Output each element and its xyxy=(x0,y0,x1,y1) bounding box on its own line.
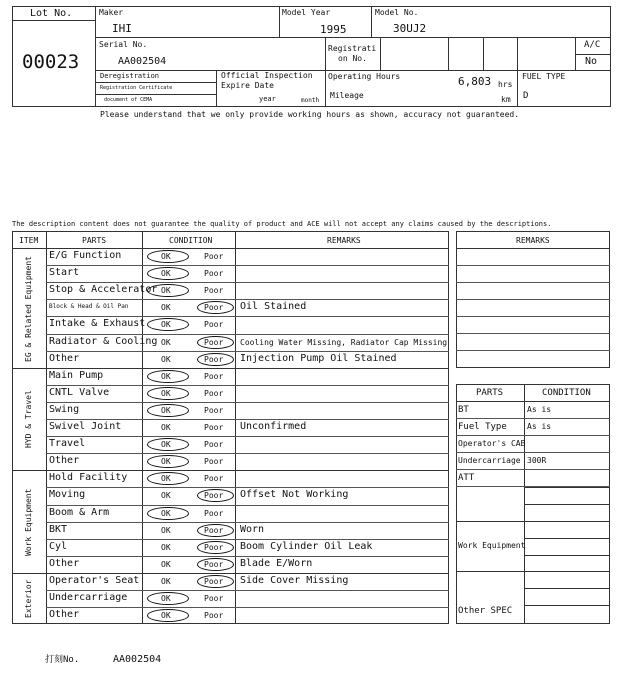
poor-option: Poor xyxy=(204,457,224,467)
table-row xyxy=(46,470,449,487)
right-condition-value: 300R xyxy=(527,456,547,465)
poor-option: Poor xyxy=(204,320,224,330)
table-row xyxy=(46,453,449,470)
registration-label: Registrati xyxy=(328,44,377,53)
table-row xyxy=(46,419,449,436)
ok-option: OK xyxy=(161,508,171,518)
ok-circle-mark xyxy=(147,507,189,520)
poor-circle-mark xyxy=(197,541,234,554)
poor-option: Poor xyxy=(204,576,224,586)
serial-no-label: Serial No. xyxy=(99,40,148,49)
remark-text: Worn xyxy=(240,523,265,535)
part-name: Main Pump xyxy=(49,369,104,381)
lot-no-value: 00023 xyxy=(22,51,80,73)
ok-option: OK xyxy=(161,320,171,330)
poor-option: Poor xyxy=(204,594,224,603)
ok-circle-mark xyxy=(147,592,189,605)
poor-option: Poor xyxy=(204,337,224,347)
deregistration-label: Deregistration xyxy=(100,72,160,80)
poor-option: Poor xyxy=(204,354,224,364)
inspection-label-2: Expire Date xyxy=(221,81,274,90)
ok-option: OK xyxy=(161,286,171,296)
part-name: Stop & Accelerator xyxy=(49,284,158,296)
poor-circle-mark xyxy=(197,353,234,366)
ok-circle-mark xyxy=(147,438,189,451)
ok-circle-mark xyxy=(147,318,189,331)
hrs-label: hrs xyxy=(498,80,513,89)
table-row xyxy=(46,351,449,368)
table-row xyxy=(46,522,449,539)
remark-text: Side Cover Missing xyxy=(240,574,349,586)
part-name: Hold Facility xyxy=(49,472,128,484)
stamp-no-label: 打刻No. xyxy=(45,655,80,665)
operating-hours-label: Operating Hours xyxy=(328,72,401,81)
poor-option: Poor xyxy=(204,371,224,381)
fuel-type-value: D xyxy=(523,91,529,101)
table-row xyxy=(46,385,449,402)
poor-circle-mark xyxy=(197,524,234,537)
poor-circle-mark xyxy=(197,301,234,314)
ok-circle-mark xyxy=(147,250,189,263)
poor-circle-mark xyxy=(197,336,234,349)
part-name: Other xyxy=(49,557,80,569)
poor-option: Poor xyxy=(204,474,224,484)
part-name: Start xyxy=(49,267,80,279)
disclaimer-text: The description content does not guarantee the quality of product and ACE will not accept any claims caused by the descriptions. xyxy=(12,220,552,228)
poor-option: Poor xyxy=(204,525,224,535)
part-name: E/G Function xyxy=(49,250,122,261)
ok-circle-mark xyxy=(147,284,189,297)
ok-circle-mark xyxy=(147,472,189,485)
right-condition-value: As is xyxy=(527,405,552,414)
serial-no-value: AA002504 xyxy=(118,56,167,67)
table-row xyxy=(46,505,449,522)
ok-option: OK xyxy=(161,371,171,381)
part-name: Other xyxy=(49,609,80,621)
model-no-value: 30UJ2 xyxy=(393,22,427,35)
ok-option: OK xyxy=(161,423,171,432)
header-frame xyxy=(12,6,611,107)
ok-option: OK xyxy=(161,388,171,398)
remark-text: Cooling Water Missing, Radiator Cap Missing xyxy=(240,337,448,347)
part-name: CNTL Valve xyxy=(49,386,110,398)
right-part-name: BT xyxy=(458,405,469,415)
ac-value: No xyxy=(585,56,598,67)
part-name: Operator's Seat xyxy=(49,574,140,586)
remarks-header: REMARKS xyxy=(327,236,361,245)
operating-hours-value: 6,803 xyxy=(458,75,492,88)
poor-option: Poor xyxy=(204,508,224,518)
table-row xyxy=(46,607,449,624)
table-row xyxy=(46,282,449,299)
right-part-name: Operator's CAB xyxy=(458,439,526,448)
ok-option: OK xyxy=(161,405,171,415)
ok-option: OK xyxy=(161,440,171,450)
right-condition-header: CONDITION xyxy=(542,388,591,398)
section-label: Work Equipment xyxy=(24,488,33,556)
hours-note: Please understand that we only provide working hours as shown, accuracy not guaranteed. xyxy=(100,110,520,119)
poor-option: Poor xyxy=(204,491,224,501)
table-row xyxy=(46,573,449,590)
part-name: Radiator & Cooling xyxy=(49,335,158,347)
poor-option: Poor xyxy=(204,286,224,296)
model-no-label: Model No. xyxy=(375,8,419,17)
ok-circle-mark xyxy=(147,387,189,400)
ok-option: OK xyxy=(161,354,171,364)
table-row xyxy=(46,368,449,385)
table-row xyxy=(46,556,449,573)
part-name: Other xyxy=(49,352,80,364)
ok-option: OK xyxy=(161,559,171,569)
ok-option: OK xyxy=(161,303,171,313)
poor-option: Poor xyxy=(204,269,224,279)
part-name: Intake & Exhaust xyxy=(49,318,146,330)
maker-label: Maker xyxy=(99,8,124,17)
maker-value: IHI xyxy=(112,22,132,35)
section-label: Exterior xyxy=(24,579,33,619)
ok-option: OK xyxy=(161,269,171,279)
lot-no-label: Lot No. xyxy=(30,8,73,19)
table-row xyxy=(46,436,449,453)
parts-header: PARTS xyxy=(82,236,107,245)
right-remarks-header: REMARKS xyxy=(516,236,550,245)
ok-option: OK xyxy=(161,611,171,621)
remark-text: Boom Cylinder Oil Leak xyxy=(240,540,373,552)
poor-option: Poor xyxy=(204,542,224,552)
ok-option: OK xyxy=(161,252,171,261)
condition-header: CONDITION xyxy=(169,236,213,245)
table-row xyxy=(46,265,449,282)
section-label: HYD & Travel xyxy=(24,390,33,449)
ok-option: OK xyxy=(161,542,171,552)
poor-option: Poor xyxy=(204,423,224,432)
part-name: Undercarriage xyxy=(49,592,128,603)
table-row xyxy=(46,334,449,351)
model-year-value: 1995 xyxy=(320,23,347,36)
reg-certificate-label: Registration Certificate xyxy=(100,85,173,91)
cema-label: document of CEMA xyxy=(104,97,153,103)
poor-option: Poor xyxy=(204,388,224,398)
ok-circle-mark xyxy=(147,455,189,468)
part-name: Other xyxy=(49,455,80,467)
remark-text: Unconfirmed xyxy=(240,421,307,432)
ok-option: OK xyxy=(161,474,171,484)
remark-text: Injection Pump Oil Stained xyxy=(240,352,397,364)
year-label: year xyxy=(259,95,276,103)
table-row xyxy=(46,487,449,504)
poor-circle-mark xyxy=(197,489,234,502)
ok-option: OK xyxy=(161,576,171,586)
fuel-type-label: FUEL TYPE xyxy=(522,72,566,81)
part-name: Moving xyxy=(49,489,86,501)
ok-option: OK xyxy=(161,457,171,467)
part-name: Boom & Arm xyxy=(49,506,110,518)
poor-option: Poor xyxy=(204,252,224,261)
ac-label: A/C xyxy=(584,40,601,50)
ok-circle-mark xyxy=(147,267,189,280)
poor-option: Poor xyxy=(204,440,224,450)
remark-text: Oil Stained xyxy=(240,301,307,313)
stamp-no-value: AA002504 xyxy=(113,654,162,665)
registration-label-2: on No. xyxy=(338,54,367,63)
table-row xyxy=(46,248,449,265)
table-row xyxy=(46,590,449,607)
poor-option: Poor xyxy=(204,611,224,621)
ok-option: OK xyxy=(161,337,171,347)
table-row xyxy=(46,539,449,556)
part-name: Travel xyxy=(49,438,86,450)
remark-text: Blade E/Worn xyxy=(240,557,313,569)
table-row xyxy=(46,402,449,419)
ok-option: OK xyxy=(161,594,171,603)
ok-option: OK xyxy=(161,525,171,535)
poor-circle-mark xyxy=(197,575,234,588)
part-name: Cyl xyxy=(49,540,68,552)
right-part-name: Fuel Type xyxy=(458,422,507,432)
table-row xyxy=(46,299,449,316)
poor-option: Poor xyxy=(204,303,224,313)
ok-circle-mark xyxy=(147,609,189,622)
ok-circle-mark xyxy=(147,370,189,383)
mileage-label: Mileage xyxy=(330,91,364,100)
item-header: ITEM xyxy=(19,236,39,245)
poor-option: Poor xyxy=(204,559,224,569)
right-part-name: ATT xyxy=(458,473,475,483)
poor-circle-mark xyxy=(197,558,234,571)
part-name: Swing xyxy=(49,403,80,415)
km-label: km xyxy=(501,95,511,104)
part-name: BKT xyxy=(49,523,68,535)
part-name: Block & Head & Oil Pan xyxy=(49,303,129,311)
month-label: month xyxy=(301,97,320,104)
remark-text: Offset Not Working xyxy=(240,489,349,501)
table-row xyxy=(46,316,449,333)
right-part-name: Undercarriage xyxy=(458,456,521,465)
ok-option: OK xyxy=(161,491,171,501)
right-condition-value: As is xyxy=(527,422,552,431)
work-equipment-label: Work Equipment xyxy=(458,541,526,550)
ok-circle-mark xyxy=(147,404,189,417)
inspection-label: Official Inspection xyxy=(221,71,313,80)
right-parts-header: PARTS xyxy=(476,388,504,398)
part-name: Swivel Joint xyxy=(49,421,122,432)
model-year-label: Model Year xyxy=(282,8,331,17)
poor-option: Poor xyxy=(204,405,224,415)
other-spec-label: Other SPEC xyxy=(458,606,513,616)
section-label: EG & Related Equipment xyxy=(24,255,33,362)
